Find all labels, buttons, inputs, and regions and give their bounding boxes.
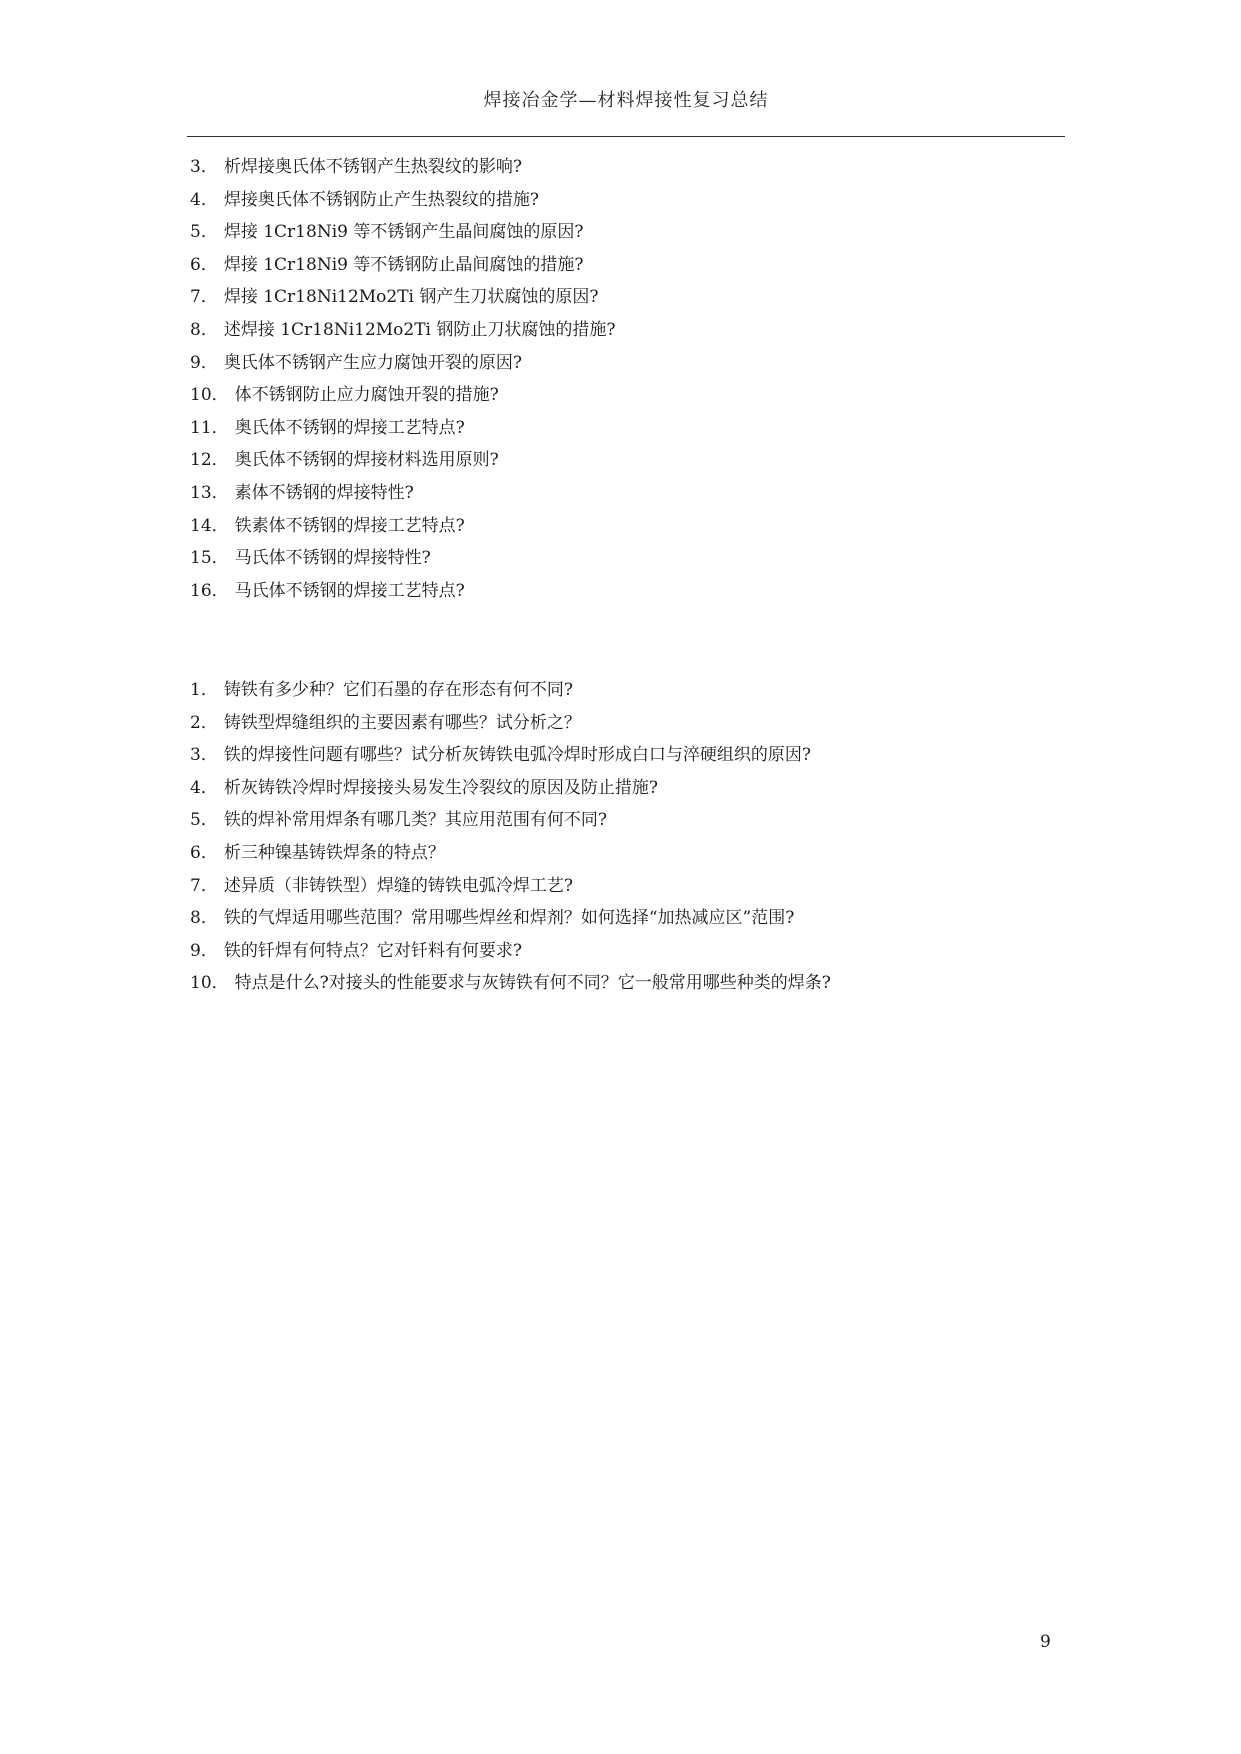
question-item	[190, 772, 831, 805]
question-text: 奥氏体不锈钢的焊接工艺特点?	[234, 417, 465, 438]
question-item	[190, 477, 616, 510]
question-number: 1．	[190, 680, 218, 700]
question-number: 16．	[190, 580, 229, 601]
question-number: 14．	[190, 515, 229, 536]
question-text: 焊接奥氏体不锈钢防止产生热裂纹的措施?	[223, 189, 539, 210]
question-text: 马氏体不锈钢的焊接特性?	[234, 548, 431, 569]
question-text: 铁素体不锈钢的焊接工艺特点?	[234, 515, 465, 536]
question-item	[190, 510, 616, 543]
question-item	[190, 870, 831, 903]
question-item	[190, 967, 831, 1000]
question-number: 8．	[190, 908, 218, 929]
question-number: 10．	[190, 385, 229, 406]
question-item	[190, 151, 616, 184]
question-item	[190, 314, 616, 347]
question-number: 12．	[190, 450, 229, 471]
question-item	[190, 281, 616, 314]
question-item	[190, 347, 616, 380]
question-text: 焊接 1Cr18Ni9 等不锈钢防止晶间腐蚀的措施?	[223, 254, 584, 275]
question-list-cast-iron	[190, 674, 831, 1000]
page-number: 9	[1040, 1632, 1051, 1652]
question-text: 析三种镍基铸铁焊条的特点？	[223, 842, 445, 863]
question-number: 13．	[190, 482, 229, 503]
question-text: 铸铁型焊缝组织的主要因素有哪些？试分析之？	[223, 712, 581, 733]
question-number: 4．	[190, 777, 218, 798]
question-text: 述焊接 1Cr18Ni12Mo2Ti 钢防止刀状腐蚀的措施?	[223, 319, 616, 340]
question-item	[190, 542, 616, 575]
question-number: 4．	[190, 189, 218, 210]
question-item	[190, 412, 616, 445]
page-header-title: 焊接冶金学—材料焊接性复习总结	[483, 90, 769, 111]
question-number: 7．	[190, 287, 218, 308]
question-number: 8．	[190, 319, 218, 340]
question-text: 特点是什么?对接头的性能要求与灰铸铁有何不同？它一般常用哪些种类的焊条?	[234, 973, 831, 994]
question-item	[190, 249, 616, 282]
question-text: 马氏体不锈钢的焊接工艺特点?	[234, 580, 465, 601]
question-number: 7．	[190, 875, 218, 896]
question-number: 2．	[190, 712, 218, 733]
question-text: 体不锈钢防止应力腐蚀开裂的措施?	[234, 385, 499, 406]
question-number: 6．	[190, 842, 218, 863]
question-text: 焊接 1Cr18Ni9 等不锈钢产生晶间腐蚀的原因?	[223, 222, 584, 243]
question-item	[190, 216, 616, 249]
question-item	[190, 902, 831, 935]
question-item	[190, 739, 831, 772]
question-item	[190, 674, 831, 707]
question-item	[190, 837, 831, 870]
question-text: 铁的焊补常用焊条有哪几类？其应用范围有何不同?	[223, 810, 607, 831]
question-text: 铁的焊接性问题有哪些？试分析灰铸铁电弧冷焊时形成白口与淬硬组织的原因?	[223, 745, 811, 766]
question-number: 10．	[190, 973, 229, 994]
question-number: 5．	[190, 810, 218, 831]
question-item	[190, 184, 616, 217]
question-text: 奥氏体不锈钢产生应力腐蚀开裂的原因?	[223, 352, 522, 373]
question-text: 铸铁有多少种？它们石墨的存在形态有何不同?	[223, 680, 573, 700]
question-list-stainless	[190, 151, 616, 607]
question-text: 素体不锈钢的焊接特性?	[234, 482, 414, 503]
question-item	[190, 575, 616, 608]
question-number: 11．	[190, 417, 229, 438]
question-text: 析灰铸铁冷焊时焊接接头易发生冷裂纹的原因及防止措施?	[223, 777, 658, 798]
question-item	[190, 804, 831, 837]
question-number: 15．	[190, 548, 229, 569]
question-text: 述异质（非铸铁型）焊缝的铸铁电弧冷焊工艺?	[223, 875, 573, 896]
question-item	[190, 444, 616, 477]
question-text: 铁的钎焊有何特点？它对钎料有何要求?	[223, 940, 522, 961]
question-number: 6．	[190, 254, 218, 275]
question-text: 焊接 1Cr18Ni12Mo2Ti 钢产生刀状腐蚀的原因?	[223, 287, 599, 308]
question-number: 9．	[190, 940, 218, 961]
question-text: 铁的气焊适用哪些范围？常用哪些焊丝和焊剂？如何选择“加热减应区”范围?	[223, 908, 795, 929]
question-item	[190, 707, 831, 740]
question-number: 3．	[190, 157, 218, 177]
question-item	[190, 379, 616, 412]
question-number: 3．	[190, 745, 218, 766]
header-divider	[187, 136, 1065, 137]
question-text: 析焊接奥氏体不锈钢产生热裂纹的影响?	[223, 157, 522, 177]
question-text: 奥氏体不锈钢的焊接材料选用原则?	[234, 450, 499, 471]
question-item	[190, 935, 831, 968]
question-number: 5．	[190, 222, 218, 243]
question-number: 9．	[190, 352, 218, 373]
